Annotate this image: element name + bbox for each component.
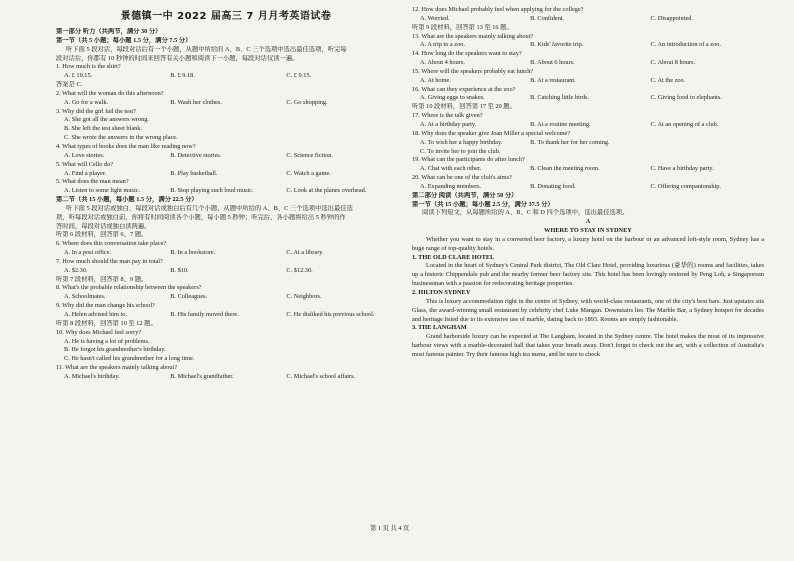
section2-heading: 第二节（共 15 小题，每小题 1.5 分，满分 22.5 分） bbox=[56, 196, 198, 204]
options-19 bbox=[412, 165, 764, 174]
option-b: B. $10. bbox=[170, 266, 189, 274]
section1-instructions: 听下面 5 段对话，每段对话后有一个小题，从题中所给的 A、B、C 三个选项中选出最佳选项，听完每 bbox=[66, 45, 347, 53]
option-a: A. Helen advised him to. bbox=[64, 311, 127, 318]
option-c: C. He hasn't called his grandmother for a long time. bbox=[64, 355, 195, 363]
hotel-heading-3: 3. THE LANGHAM bbox=[412, 324, 467, 332]
option-b: B. Colleagues. bbox=[170, 293, 208, 301]
option-b: B. Confident. bbox=[530, 14, 565, 22]
option-a: A. Find a player. bbox=[64, 169, 107, 177]
question-10: 10. Why does Michael feel sorry? bbox=[56, 328, 142, 336]
hotel-paragraph-3: Grand harborside luxury can be expected at The Langham, located in the Sydney centre. The hotel makes the most of its impressive harbour views with a marble-decorated hall that takes your breath away. Don't forget to check out the art, with a collection of Australia's most famous painter. Try their famous high tea menu, and be sure to check bbox=[412, 333, 764, 358]
options-15 bbox=[412, 77, 764, 86]
option-c: C. Have a birthday party. bbox=[650, 165, 714, 173]
material-note: 听第 6 段材料，回答第 6、7 题。 bbox=[56, 231, 148, 239]
hotel-paragraph-1: Located in the heart of Sydney's Central Park district, The Old Clare Hotel, providing luxurious (豪华的) rooms and facilities, takes up a historic Chippendale pub and the nearby former beer factory site. This hotel has been lovingly restored by Peng Loh, a Singaporean businessman with a passion for redecorating heritage properties. bbox=[412, 262, 764, 288]
option-c: C. About 8 hours. bbox=[650, 59, 696, 67]
option-a: A. Worried. bbox=[420, 14, 450, 22]
option-b: B. About 6 hours. bbox=[530, 59, 575, 67]
question-14: 14. How long do the speakers want to stay? bbox=[412, 50, 522, 58]
options-9 bbox=[56, 311, 396, 320]
part2-instructions: 阅读下列短文，从每题所给的 A、B、C 和 D 四个选项中，选出最佳选项。 bbox=[422, 209, 629, 217]
option-a: A. She got all the answers wrong. bbox=[64, 116, 149, 124]
option-c: C. Michael's school affairs. bbox=[286, 372, 356, 380]
question-5: 5. What will Cello do? bbox=[56, 160, 114, 168]
option-b: B. He forgot his grandmother's birthday. bbox=[64, 346, 166, 354]
option-c: C. Watch a game. bbox=[286, 169, 331, 177]
option-b: B. In a bookstore. bbox=[170, 249, 216, 257]
option-c: C. Offering companionship. bbox=[650, 182, 722, 190]
option-b: B. Michael's grandfather. bbox=[170, 372, 234, 380]
option-c: C. At an opening of a club. bbox=[650, 120, 719, 128]
option-a: A. To wish her a happy birthday. bbox=[420, 138, 503, 146]
question-18: 18. Why does the speaker give Joan Miller a special welcome? bbox=[412, 129, 571, 137]
option-b: B. Catching little birds. bbox=[530, 94, 590, 102]
options-18 bbox=[412, 139, 764, 148]
options-10 bbox=[56, 338, 396, 365]
option-b: B. At a restaurant. bbox=[530, 76, 576, 84]
section2-instructions: 听下面 5 段对话或独白，每段对话或独白后有几个小题，从题中所给的 A、B、C 三个选项中选出最佳选 bbox=[66, 204, 353, 212]
hotel-heading-1: 1. THE OLD CLARE HOTEL bbox=[412, 253, 495, 261]
question-16: 16. What can they experience at the zoo? bbox=[412, 85, 516, 93]
page-title: 景德镇一中 2022 届高三 7 月月考英语试卷 bbox=[120, 11, 332, 22]
option-b: B. She left the test sheet blank. bbox=[64, 125, 142, 133]
option-a: A. At home. bbox=[420, 76, 451, 84]
options-20 bbox=[412, 183, 764, 192]
option-c: C. $12.30. bbox=[286, 266, 313, 274]
option-a: A. Schoolmates. bbox=[64, 293, 106, 301]
option-b: B. At a routine meeting. bbox=[530, 120, 591, 128]
option-a: A. $2.30. bbox=[64, 266, 88, 274]
question-9: 9. Why did the man change his school? bbox=[56, 302, 155, 310]
option-c: C. At the zoo. bbox=[650, 76, 686, 84]
option-a: A. About 4 hours. bbox=[420, 59, 465, 67]
options-14 bbox=[412, 59, 764, 68]
question-3: 3. Why did the girl fail the test? bbox=[56, 107, 136, 115]
option-c: C. He disliked his previous school. bbox=[286, 311, 375, 318]
options-16 bbox=[412, 94, 764, 103]
section2-instructions: 项，听每段对话或独白前，你将有时间阅读各个小题，每小题 5 秒钟；听完后，各小题将给出 5 秒钟的作 bbox=[56, 213, 346, 221]
left-column bbox=[56, 6, 396, 382]
option-b: B. Stop playing such loud music. bbox=[170, 187, 254, 195]
section1-heading: 第一节（共 5 小题；每小题 1.5 分，满分 7.5 分） bbox=[56, 36, 192, 44]
option-c: C. Go shopping. bbox=[286, 98, 328, 106]
options-6 bbox=[56, 249, 396, 258]
options-1 bbox=[56, 72, 396, 81]
part2-heading: 第二部分 阅读（共两节，满分 50 分） bbox=[412, 191, 518, 199]
section2-instructions: 答时间，每段对话或独白读两遍。 bbox=[56, 222, 151, 230]
question-8: 8. What's the probable relationship between the speakers? bbox=[56, 284, 202, 292]
question-13: 13. What are the speakers mainly talking about? bbox=[412, 32, 534, 40]
question-11: 11. What are the speakers mainly talking about? bbox=[56, 364, 177, 372]
options-18c bbox=[412, 148, 764, 157]
options-7 bbox=[56, 267, 396, 276]
option-c: C. An introduction of a zoo. bbox=[650, 41, 721, 49]
part2-section1-heading: 第一节（共 15 小题；每小题 2.5 分，满分 37.5 分） bbox=[412, 200, 554, 208]
question-12: 12. How does Michael probably feel when applying for the college? bbox=[412, 6, 584, 13]
option-b: B. His family moved there. bbox=[170, 311, 239, 318]
options-11 bbox=[56, 373, 396, 382]
option-a: A. He is having a lot of problems. bbox=[64, 337, 150, 345]
option-c: C. Disappointed. bbox=[650, 14, 693, 22]
option-c: C. At a library. bbox=[286, 249, 324, 257]
question-19: 19. What can the participants do after lunch? bbox=[412, 156, 525, 164]
option-c: C. Giving food to elephants. bbox=[650, 94, 722, 102]
passage-title: WHERE TO STAY IN SYDNEY bbox=[544, 227, 632, 235]
options-17 bbox=[412, 121, 764, 130]
option-a: A. Chat with each other. bbox=[420, 165, 482, 173]
question-7: 7. How much should the man pay in total? bbox=[56, 257, 163, 265]
part1-heading: 第一部分 听力（共两节，满分 30 分） bbox=[56, 28, 162, 35]
passage-letter: A bbox=[585, 218, 591, 226]
options-5b bbox=[56, 187, 396, 196]
material-note: 听第 10 段材料，回答第 17 至 20 题。 bbox=[412, 103, 516, 111]
options-4 bbox=[56, 152, 396, 161]
option-b: B. Kids' favorite trip. bbox=[530, 41, 584, 49]
option-c: C. £ 9.15. bbox=[286, 72, 312, 80]
option-b: B. £ 9.18. bbox=[170, 72, 195, 80]
question-5b: 5. What does the man mean? bbox=[56, 178, 129, 186]
question-2: 2. What will the woman do this afternoon? bbox=[56, 89, 164, 97]
option-b: B. Detective stories. bbox=[170, 151, 222, 159]
option-a: A. Expanding members. bbox=[420, 182, 482, 190]
option-a: A. A trip to a zoo. bbox=[420, 41, 465, 49]
material-note: 听第 9 段材料，回答第 13 至 16 题。 bbox=[412, 23, 513, 31]
option-c: C. Science fiction. bbox=[286, 151, 333, 159]
question-6: 6. Where does this conversation take place? bbox=[56, 240, 167, 248]
question-1: 1. How much is the shirt? bbox=[56, 63, 121, 71]
options-12 bbox=[412, 15, 764, 24]
page-footer: 第 1 页 共 4 页 bbox=[370, 525, 410, 532]
option-b: B. Clean the meeting room. bbox=[530, 165, 600, 173]
options-8 bbox=[56, 293, 396, 302]
option-a: A. Go for a walk. bbox=[64, 98, 109, 106]
option-a: A. £ 19.15. bbox=[64, 72, 93, 80]
option-c: C. She wrote the answers in the wrong place. bbox=[64, 134, 178, 142]
option-a: A. Michael's birthday. bbox=[64, 372, 120, 380]
option-b: B. Wash her clothes. bbox=[170, 98, 222, 106]
question-17: 17. Where is the talk given? bbox=[412, 112, 483, 120]
option-c: C. To invite her to join the club. bbox=[420, 147, 501, 155]
option-a: A. In a post office. bbox=[64, 249, 112, 257]
option-b: B. Play basketball. bbox=[170, 169, 218, 177]
question-4: 4. What types of books does the man like reading now? bbox=[56, 142, 196, 150]
question-15: 15. Where will the speakers probably eat lunch? bbox=[412, 67, 534, 75]
passage-intro: Whether you want to stay in a converted beer factory, a luxury hotel on the harbour or an advanced loft-style room, Sydney has a huge range of top-quality hotels. bbox=[412, 235, 764, 252]
section1-instructions: 段对话后，你都有 10 秒钟的时间来回答有关小题和阅读下一小题，每段对话仅读一遍。 bbox=[56, 54, 299, 62]
option-b: B. Donating food. bbox=[530, 182, 576, 190]
material-note: 听第 7 段材料，回答第 8、9 题。 bbox=[56, 275, 148, 283]
option-c: C. Look at the planes overhead. bbox=[286, 187, 367, 195]
options-13 bbox=[412, 41, 764, 50]
options-3 bbox=[56, 116, 396, 143]
sample-answer: 答案是 C. bbox=[56, 81, 83, 89]
option-a: A. At a birthday party. bbox=[420, 120, 477, 128]
option-a: A. Love stories. bbox=[64, 151, 105, 159]
question-20: 20. What can be one of the club's aims? bbox=[412, 174, 512, 182]
material-note: 听第 8 段材料，回答第 10 至 12 题。 bbox=[56, 319, 157, 327]
options-5 bbox=[56, 170, 396, 179]
option-c: C. Neighbors. bbox=[286, 293, 322, 301]
option-a: A. Giving eggs to snakes. bbox=[420, 94, 485, 102]
hotel-paragraph-2: This is luxury accommodation right in the centre of Sydney, with world-class restaurants, one of the city's best bars. Just upstairs sits Glass, the award-winning small restaurant by celebrity chef Luke Mangan. Downstairs lies The Marble Bar, a Sydney hotspot for decades and heritage listed due to its extensive use of marble, dating back to 1893. Rooms are simply fashionable. bbox=[412, 297, 764, 323]
hotel-heading-2: 2. HILTON SYDNEY bbox=[412, 289, 471, 296]
option-b: B. To thank her for her coming. bbox=[530, 138, 610, 146]
right-column bbox=[412, 6, 764, 360]
options-2 bbox=[56, 99, 396, 108]
option-a: A. Listen to some light music. bbox=[64, 187, 141, 195]
